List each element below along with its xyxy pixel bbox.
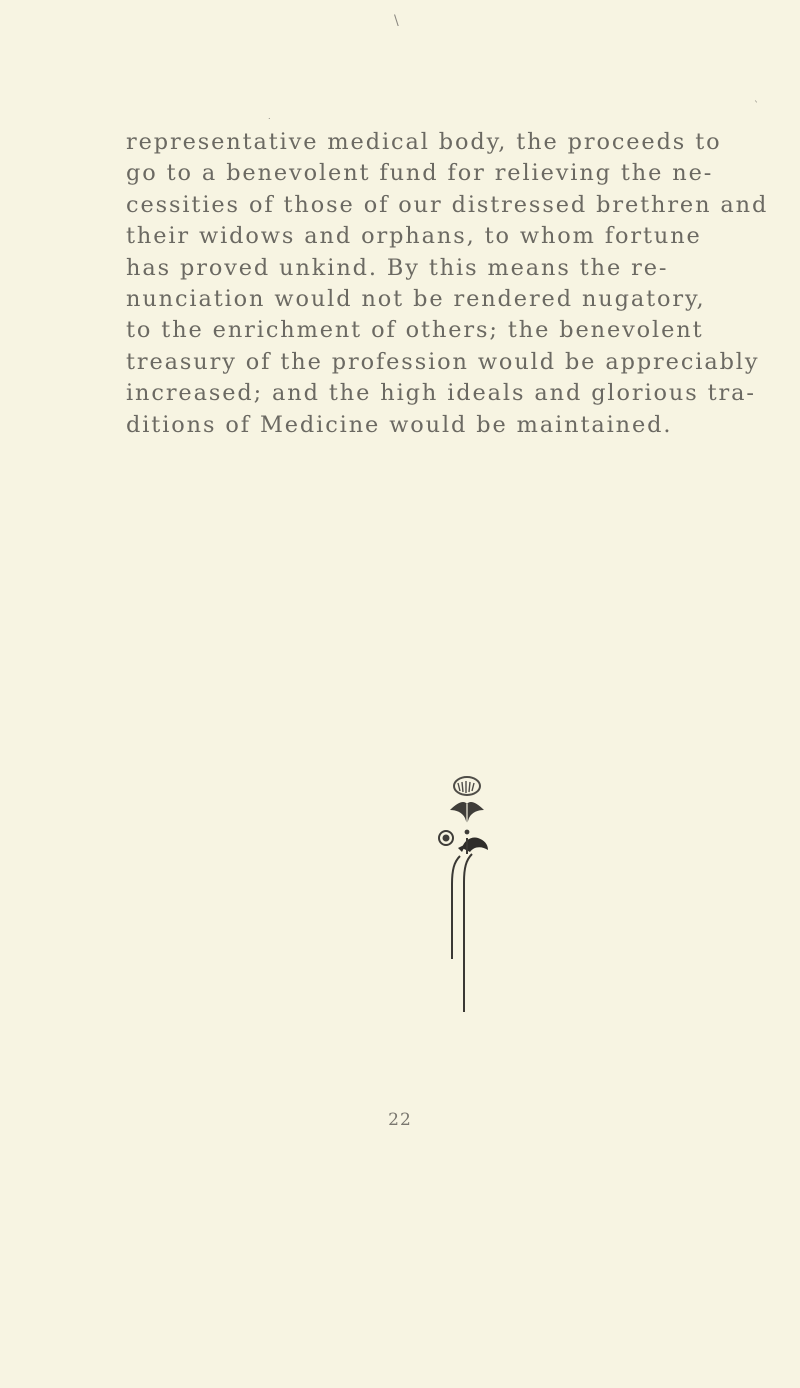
- scan-mark: .: [268, 112, 271, 121]
- text-line: go to a benevolent fund for relieving the ne-: [126, 160, 714, 187]
- body-paragraph: [126, 127, 769, 441]
- text-line: increased; and the high ideals and glorious tra-: [126, 380, 756, 407]
- text-line: treasury of the profession would be appreciably: [126, 348, 760, 375]
- text-line: to the enrichment of others; the benevolent: [126, 317, 704, 344]
- scan-mark: `: [754, 101, 759, 112]
- text-line: representative medical body, the proceeds to: [126, 129, 722, 155]
- text-line: nunciation would not be rendered nugatory,: [126, 286, 706, 313]
- text-line: cessities of those of our distressed brethren and: [126, 191, 769, 218]
- text-line: ditions of Medicine would be maintained.: [126, 411, 673, 438]
- scan-mark: \: [394, 13, 399, 29]
- text-line: has proved unkind. By this means the re-: [126, 254, 669, 281]
- caduceus-ornament-icon: [436, 774, 494, 1014]
- text-line: their widows and orphans, to whom fortune: [126, 223, 702, 250]
- page-number: 22: [388, 1110, 412, 1130]
